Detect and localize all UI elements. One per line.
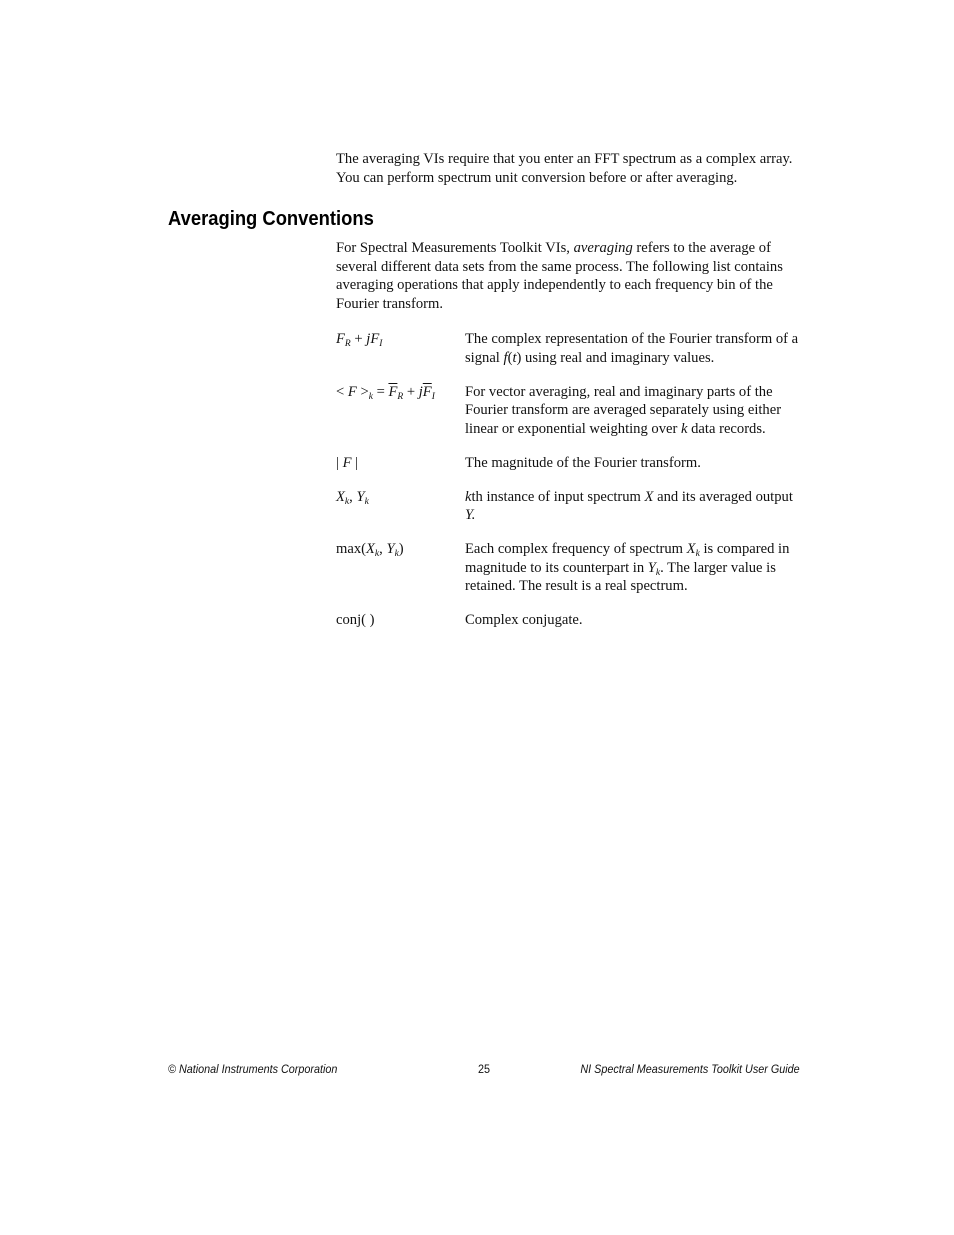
convention-description: The magnitude of the Fourier transform. <box>465 454 701 471</box>
lead-emphasis: averaging <box>573 240 633 256</box>
footer-document-title: NI Spectral Measurements Toolkit User Guide <box>580 1062 800 1076</box>
convention-row <box>336 540 806 596</box>
convention-term: $\max(X_k$, $Y_k$) <box>336 541 404 559</box>
convention-description: kth instance of input spectrum X and its averaged output Y. <box>465 488 793 523</box>
convention-term: conj( ) <box>336 612 375 628</box>
conventions-list <box>336 330 806 645</box>
convention-row <box>336 383 806 439</box>
convention-row <box>336 330 806 367</box>
footer-copyright: © National Instruments Corporation <box>168 1062 338 1076</box>
intro-text: The averaging VIs require that you enter an FFT spectrum as a complex array. You can perform spectrum unit conversion before or after averaging. <box>336 151 793 186</box>
convention-description: For vector averaging, real and imaginary parts of the Fourier transform are averaged separately using either linear or exponential weighting over k data records. <box>465 383 782 437</box>
convention-term: $F_R + jF_I$ <box>336 331 383 349</box>
footer-page-number: 25 <box>478 1062 491 1076</box>
lead-text-before: For Spectral Measurements Toolkit VIs, <box>336 240 574 256</box>
convention-description: The complex representation of the Fourier transform of a signal f(t) using real and imaginary values. <box>465 331 799 366</box>
section-heading: Averaging Conventions <box>168 208 374 230</box>
convention-description: Complex conjugate. <box>465 612 583 628</box>
section-lead-paragraph <box>336 239 806 313</box>
convention-row <box>336 611 806 630</box>
lead-text-after: refers to the average of several different data sets from the same process. The following list contains averaging operations that apply independently to each frequency bin of the Fourier transform. <box>336 240 783 312</box>
convention-row <box>336 454 806 473</box>
convention-description: Each complex frequency of spectrum $X_k$ is compared in magnitude to its counterpart in $Y_k$. The larger value is retained. The result is a real spectrum. <box>465 541 790 594</box>
convention-term: $X_k$, $Y_k$ <box>336 488 369 507</box>
convention-term: < $F >_k = \overline{F}_R + j\overline{F}_I$ <box>336 383 435 402</box>
convention-row <box>336 488 806 525</box>
intro-paragraph <box>336 150 806 187</box>
convention-term: | F | <box>336 454 359 471</box>
